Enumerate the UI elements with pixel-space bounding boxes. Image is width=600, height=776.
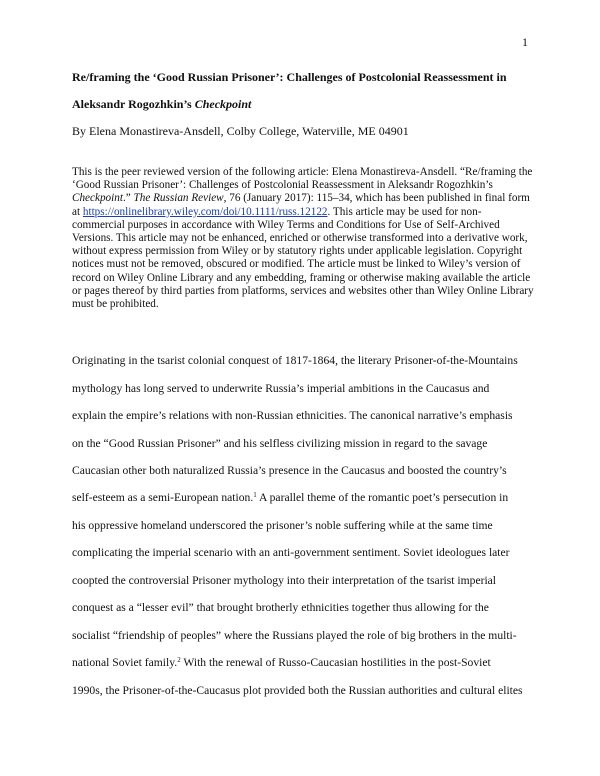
body-text-line: mythology has long served to underwrite Russia’s imperial ambitions in the Caucasus and [72,382,490,395]
doi-link[interactable]: https://onlinelibrary.wiley.com/doi/10.1111/russ.12122 [82,205,328,218]
copyright-notice [72,166,534,311]
body-text-line: explain the empire’s relations with non-Russian ethnicities. The canonical narrative’s emphasis [72,409,513,422]
body-text-line: socialist “friendship of peoples” where the Russians played the role of big brothers in the multi- [72,629,517,642]
notice-text-2: .” [122,192,134,205]
body-text-line: coopted the controversial Prisoner mythology into their interpretation of the tsarist imperial [72,574,497,587]
body-text-line [72,656,491,670]
footnote-ref-2[interactable]: 2 [177,656,181,664]
article-title-line-2 [72,97,542,111]
body-text-line: Originating in the tsarist colonial conquest of 1817-1864, the literary Prisoner-of-the-Mountains [72,354,518,367]
body-text-line: conquest as a “lesser evil” that brought brotherly ethnicities together thus allowing for the [72,601,489,614]
notice-film-title: Checkpoint [72,192,123,205]
notice-text-1: This is the peer reviewed version of the following article: Elena Monastireva-Ansdell. “Re/framing the ‘Good Russian Prisoner’: Challenges of Postcolonial Reassessment in Aleksandr Rogozhkin’s [72,166,533,192]
body-text-segment: national Soviet family. [72,656,178,669]
footnote-ref-1[interactable]: 1 [253,491,257,499]
body-text-segment: A parallel theme of the romantic poet’s persecution in [256,491,509,504]
title-film-name: Checkpoint [194,97,252,111]
body-text-line: complicating the imperial scenario with an anti-government sentiment. Soviet ideologues later [72,546,510,559]
article-title-line-1: Re/framing the ‘Good Russian Prisoner’: Challenges of Postcolonial Reassessment in [72,70,507,84]
body-text-line: 1990s, the Prisoner-of-the-Caucasus plot provided both the Russian authorities and cultural elites [72,684,523,697]
body-text-line: on the “Good Russian Prisoner” and his selfless civilizing mission in regard to the savage [72,437,488,450]
body-text-line [72,491,508,505]
body-text-segment: self-esteem as a semi-European nation. [72,491,254,504]
notice-text-3: , 76 (January 2017): 115–34, which has been published in final form at [72,192,530,218]
page-number: 1 [522,35,528,49]
body-text-segment: With the renewal of Russo-Caucasian hostilities in the post-Soviet [180,656,491,669]
notice-text-4: . This article may be used for non-commercial purposes in accordance with Wiley Terms and Conditions for Use of Self-Archived Versions. This article may not be enhanced, enriched or otherwise transformed into a derivative work, without express permission from Wiley or by statutory rights under applicable legislation. Copyright notices must not be removed, obscured or modified. The article must be linked to Wiley’s version of record on Wiley Online Library and any embedding, framing or otherwise making available the article or pages thereof by third parties from platforms, services and websites other than Wiley Online Library must be prohibited. [72,205,534,311]
notice-journal-title: The Russian Review [133,192,224,205]
title-author-name: Aleksandr Rogozhkin’s [72,97,195,111]
author-affiliation: By Elena Monastireva-Ansdell, Colby College, Waterville, ME 04901 [72,124,409,138]
body-text-line: Caucasian other both naturalized Russia’s presence in the Caucasus and boosted the country’s [72,464,507,477]
body-text-line: his oppressive homeland underscored the prisoner’s noble suffering while at the same time [72,519,493,532]
